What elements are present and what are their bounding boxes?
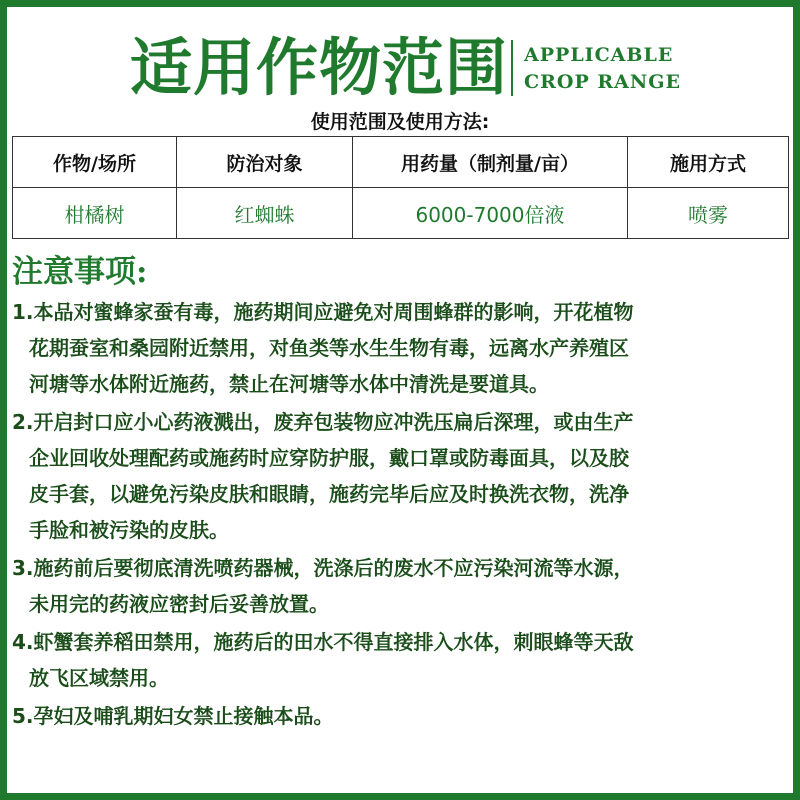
- title-english-line-1: APPLICABLE: [524, 44, 674, 66]
- cell-method: 喷雾: [628, 188, 789, 239]
- cell-dosage: 6000-7000倍液: [353, 188, 628, 239]
- notes-list: [12, 294, 792, 736]
- note-item-4: [12, 624, 792, 696]
- note-line: 花期蚕室和桑园附近禁用，对鱼类等水生生物有毒，远离水产养殖区: [29, 336, 629, 360]
- cell-crop: 柑橘树: [13, 188, 177, 239]
- note-line: 3.施药前后要彻底清洗喷药器械，洗涤后的废水不应污染河流等水源，: [12, 556, 634, 580]
- page-header: [0, 28, 800, 108]
- table-row: [13, 188, 789, 239]
- usage-section-title: 使用范围及使用方法:: [310, 111, 490, 133]
- title-english-line-2: CROP RANGE: [524, 71, 681, 93]
- table-header-row: [13, 137, 789, 188]
- note-item-1: [12, 294, 792, 402]
- column-header-target: 防治对象: [177, 137, 353, 188]
- note-line: 放飞区域禁用。: [29, 666, 169, 690]
- note-line: 1.本品对蜜蜂家蚕有毒，施药期间应避免对周围蜂群的影响，开花植物: [12, 300, 634, 324]
- page-title-english: [524, 42, 681, 96]
- note-line: 河塘等水体附近施药，禁止在河塘等水体中清洗是要道具。: [29, 372, 549, 396]
- usage-table: [12, 136, 789, 239]
- note-line: 2.开启封口应小心药液溅出，废弃包装物应冲洗压扁后深理，或由生产: [12, 410, 634, 434]
- column-header-crop: 作物/场所: [13, 137, 177, 188]
- note-line: 4.虾蟹套养稻田禁用，施药后的田水不得直接排入水体，刺眼蜂等天敌: [12, 630, 634, 654]
- note-item-3: [12, 550, 792, 622]
- note-line: 手脸和被污染的皮肤。: [29, 518, 229, 542]
- notes-heading: 注意事项:: [12, 254, 148, 290]
- column-header-dosage: 用药量（制剂量/亩）: [353, 137, 628, 188]
- title-divider: [511, 40, 513, 96]
- note-line: 企业回收处理配药或施药时应穿防护服，戴口罩或防毒面具，以及胶: [29, 446, 629, 470]
- note-item-2: [12, 404, 792, 548]
- page-title: 适用作物范围: [130, 31, 509, 104]
- note-item-5: [12, 698, 792, 734]
- note-line: 5.孕妇及哺乳期妇女禁止接触本品。: [12, 704, 334, 728]
- column-header-method: 施用方式: [628, 137, 789, 188]
- note-line: 皮手套，以避免污染皮肤和眼睛，施药完毕后应及时换洗衣物，洗净: [29, 482, 629, 506]
- cell-target: 红蜘蛛: [177, 188, 353, 239]
- note-line: 未用完的药液应密封后妥善放置。: [29, 592, 329, 616]
